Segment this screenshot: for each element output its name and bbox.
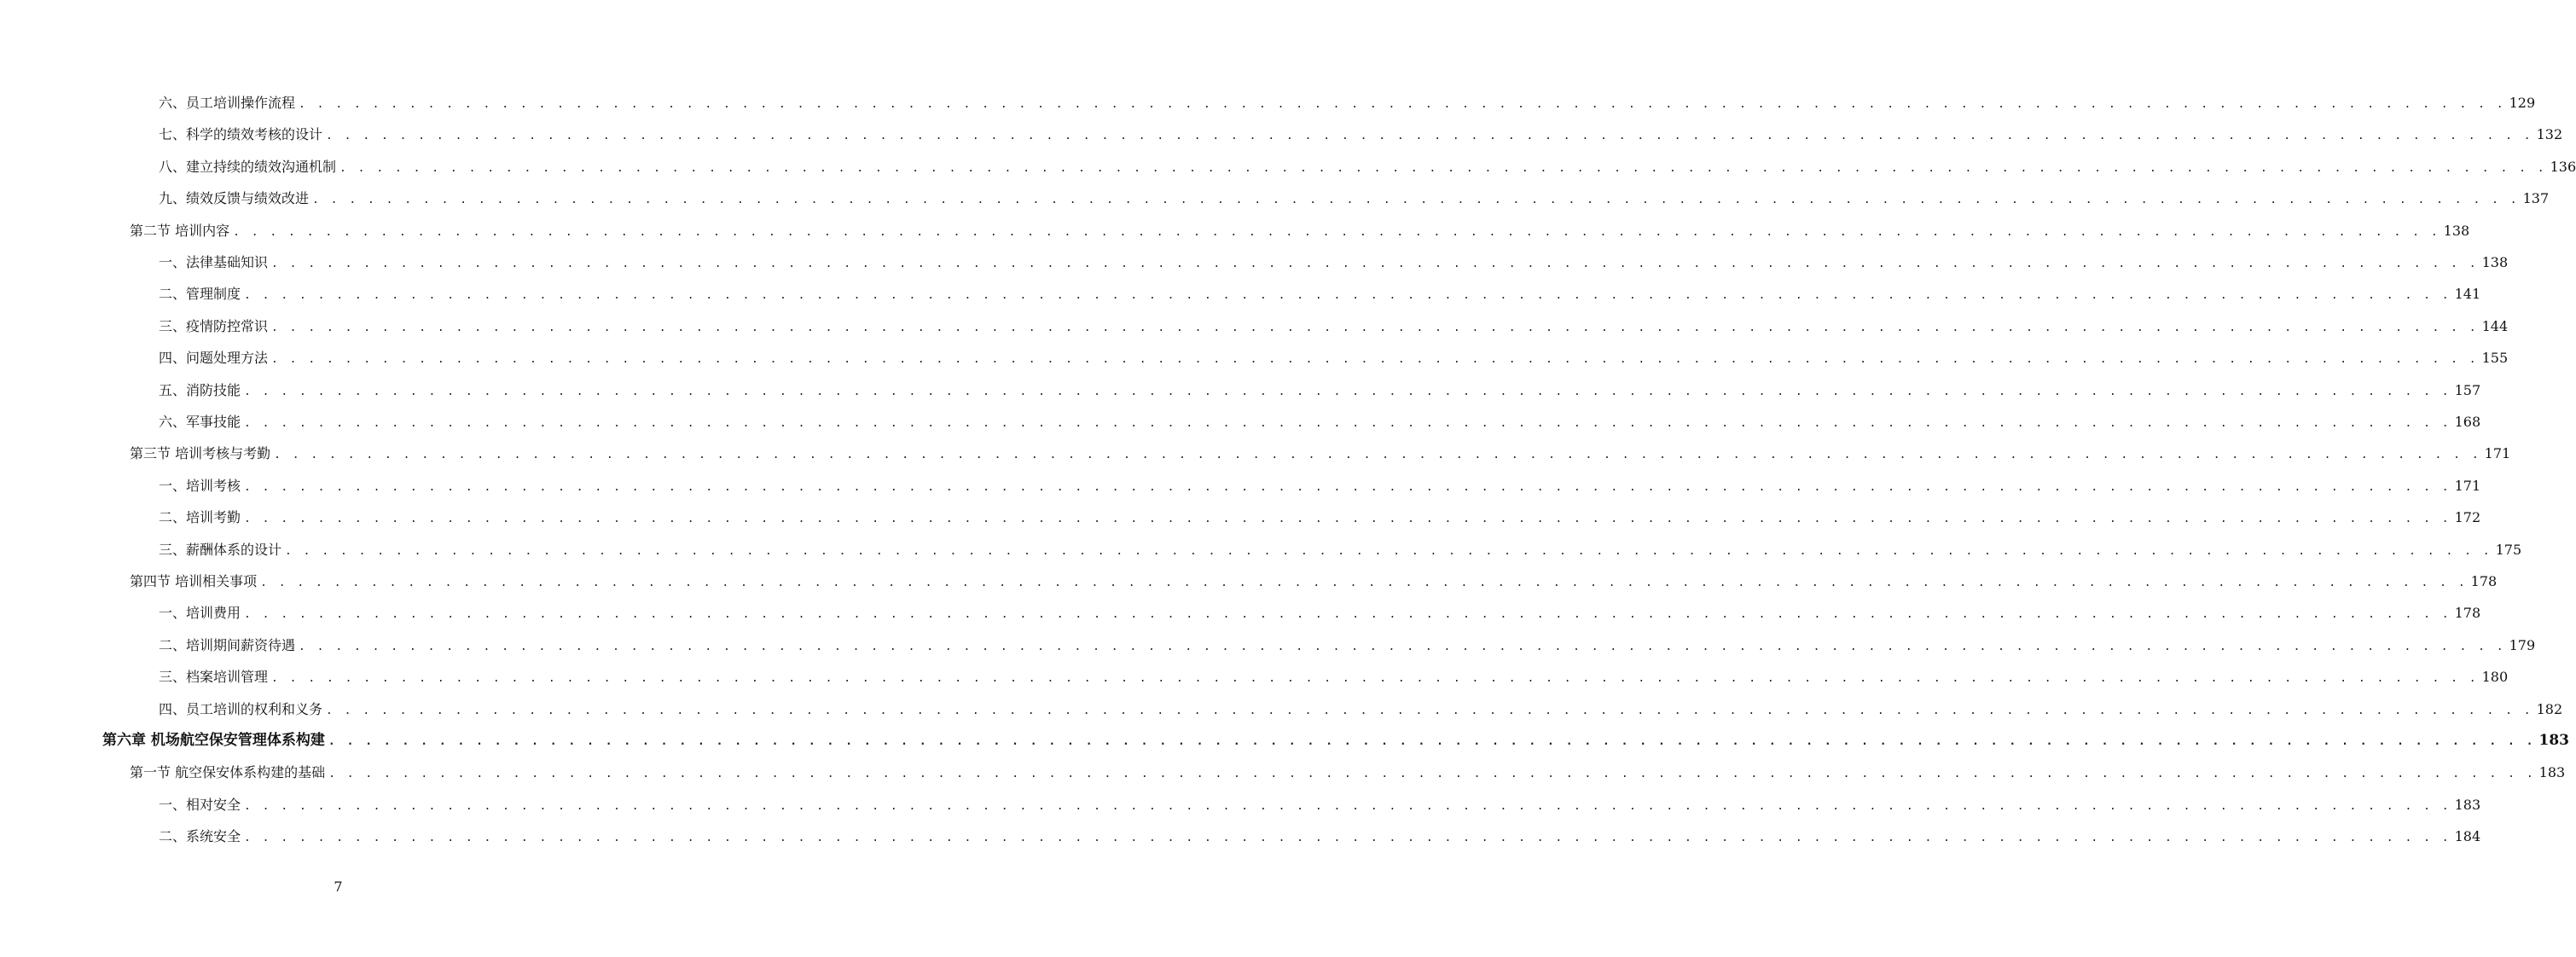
- toc-entry-title: 四、员工培训的权利和义务: [159, 700, 323, 717]
- toc-entry[interactable]: [159, 534, 2522, 566]
- dot-leader: . . . . . . . . . . . . . . . . . . . . . . . . . . . . . . . . . . . . . . . . . . . . . . . . . . . . . . . . . . . . . . . . . . . . . . . . . . . . . . . . . . . . . . . . . . . . . . . . . . . . . . . . . . . . . . . . . . . . . . . .: [271, 321, 2479, 334]
- toc-entry[interactable]: [159, 789, 2481, 821]
- toc-entry-page: 178: [2454, 605, 2481, 622]
- toc-entry-page: 137: [2522, 190, 2550, 207]
- toc-entry-page: 183: [2454, 796, 2481, 813]
- toc-entry-page: 183: [2538, 764, 2566, 781]
- dot-leader: . . . . . . . . . . . . . . . . . . . . . . . . . . . . . . . . . . . . . . . . . . . . . . . . . . . . . . . . . . . . . . . . . . . . . . . . . . . . . . . . . . . . . . . . . . . . . . . . . . . . . . . . . . . . . . . . . . . . . . . .: [260, 577, 2468, 589]
- toc-entry-title: 八、建立持续的绩效沟通机制: [159, 158, 337, 175]
- toc-entry-title: 一、培训考核: [159, 477, 241, 494]
- toc-entry[interactable]: [159, 470, 2481, 502]
- toc-entry-title: 第二节 培训内容: [130, 222, 230, 239]
- dot-leader: . . . . . . . . . . . . . . . . . . . . . . . . . . . . . . . . . . . . . . . . . . . . . . . . . . . . . . . . . . . . . . . . . . . . . . . . . . . . . . . . . . . . . . . . . . . . . . . . . . . . . . . . . . . . . . . . . . . . . . . .: [244, 480, 2451, 494]
- toc-entry-title: 三、疫情防控常识: [159, 317, 269, 334]
- toc-entry-page: 155: [2481, 350, 2509, 367]
- toc-entry-page: 178: [2470, 573, 2498, 589]
- toc-entry[interactable]: [130, 757, 2566, 788]
- toc-entry-title: 一、法律基础知识: [159, 254, 269, 270]
- toc-entry[interactable]: [159, 629, 2536, 661]
- toc-entry-page: 183: [2538, 732, 2569, 749]
- toc-entry-page: 157: [2454, 381, 2481, 398]
- toc-entry-title: 第三节 培训考核与考勤: [130, 445, 271, 462]
- dot-leader: . . . . . . . . . . . . . . . . . . . . . . . . . . . . . . . . . . . . . . . . . . . . . . . . . . . . . . . . . . . . . . . . . . . . . . . . . . . . . . . . . . . . . . . . . . . . . . . . . . . . . . . . . . . . . . . . . . . . . . . .: [274, 449, 2481, 462]
- dot-leader: . . . . . . . . . . . . . . . . . . . . . . . . . . . . . . . . . . . . . . . . . . . . . . . . . . . . . . . . . . . . . . . . . . . . . . . . . . . . . . . . . . . . . . . . . . . . . . . . . . . . . . . . . . . . . . . . . . . . . . . .: [328, 735, 2536, 748]
- dot-leader: . . . . . . . . . . . . . . . . . . . . . . . . . . . . . . . . . . . . . . . . . . . . . . . . . . . . . . . . . . . . . . . . . . . . . . . . . . . . . . . . . . . . . . . . . . . . . . . . . . . . . . . . . . . . . . . . . . . . . . . .: [244, 832, 2451, 845]
- toc-entry-title: 第四节 培训相关事项: [130, 573, 258, 589]
- dot-leader: . . . . . . . . . . . . . . . . . . . . . . . . . . . . . . . . . . . . . . . . . . . . . . . . . . . . . . . . . . . . . . . . . . . . . . . . . . . . . . . . . . . . . . . . . . . . . . . . . . . . . . . . . . . . . . . . . . . . . . . .: [326, 130, 2533, 143]
- toc-entry[interactable]: [159, 821, 2481, 852]
- dot-leader: . . . . . . . . . . . . . . . . . . . . . . . . . . . . . . . . . . . . . . . . . . . . . . . . . . . . . . . . . . . . . . . . . . . . . . . . . . . . . . . . . . . . . . . . . . . . . . . . . . . . . . . . . . . . . . . . . . . . . . . .: [299, 98, 2506, 111]
- page-number: 7: [334, 879, 343, 895]
- toc-entry-title: 一、培训费用: [159, 605, 241, 622]
- toc-entry[interactable]: [159, 246, 2509, 278]
- toc-entry-title: 三、薪酬体系的设计: [159, 541, 282, 558]
- toc-entry-page: 129: [2509, 95, 2536, 111]
- toc-entry-title: 六、军事技能: [159, 414, 241, 430]
- dot-leader: . . . . . . . . . . . . . . . . . . . . . . . . . . . . . . . . . . . . . . . . . . . . . . . . . . . . . . . . . . . . . . . . . . . . . . . . . . . . . . . . . . . . . . . . . . . . . . . . . . . . . . . . . . . . . . . . . . . . . . . .: [244, 608, 2451, 622]
- toc-entry-title: 二、培训期间薪资待遇: [159, 636, 296, 653]
- toc-entry-title: 五、消防技能: [159, 381, 241, 398]
- dot-leader: . . . . . . . . . . . . . . . . . . . . . . . . . . . . . . . . . . . . . . . . . . . . . . . . . . . . . . . . . . . . . . . . . . . . . . . . . . . . . . . . . . . . . . . . . . . . . . . . . . . . . . . . . . . . . . . . . . . . . . . .: [312, 194, 2520, 207]
- toc-entry-title: 九、绩效反馈与绩效改进: [159, 190, 310, 207]
- toc-entry-page: 132: [2536, 126, 2563, 143]
- toc-entry[interactable]: [102, 725, 2569, 757]
- toc-entry-page: 141: [2454, 286, 2481, 303]
- dot-leader: . . . . . . . . . . . . . . . . . . . . . . . . . . . . . . . . . . . . . . . . . . . . . . . . . . . . . . . . . . . . . . . . . . . . . . . . . . . . . . . . . . . . . . . . . . . . . . . . . . . . . . . . . . . . . . . . . . . . . . . .: [328, 768, 2536, 781]
- toc-entry-title: 二、系统安全: [159, 828, 241, 845]
- toc-entry-title: 二、管理制度: [159, 286, 241, 303]
- toc-entry-page: 182: [2536, 700, 2563, 717]
- toc-entry[interactable]: [159, 502, 2481, 533]
- dot-leader: . . . . . . . . . . . . . . . . . . . . . . . . . . . . . . . . . . . . . . . . . . . . . . . . . . . . . . . . . . . . . . . . . . . . . . . . . . . . . . . . . . . . . . . . . . . . . . . . . . . . . . . . . . . . . . . . . . . . . . . .: [244, 799, 2451, 813]
- toc-entry-title: 第一节 航空保安体系构建的基础: [130, 764, 326, 781]
- toc-entry[interactable]: [159, 406, 2481, 438]
- dot-leader: . . . . . . . . . . . . . . . . . . . . . . . . . . . . . . . . . . . . . . . . . . . . . . . . . . . . . . . . . . . . . . . . . . . . . . . . . . . . . . . . . . . . . . . . . . . . . . . . . . . . . . . . . . . . . . . . . . . . . . . .: [271, 353, 2479, 367]
- toc-entry[interactable]: [130, 438, 2511, 469]
- toc-entry-title: 六、员工培训操作流程: [159, 95, 296, 111]
- toc-entry[interactable]: [159, 310, 2509, 342]
- toc-entry-title: 三、档案培训管理: [159, 669, 269, 686]
- dot-leader: . . . . . . . . . . . . . . . . . . . . . . . . . . . . . . . . . . . . . . . . . . . . . . . . . . . . . . . . . . . . . . . . . . . . . . . . . . . . . . . . . . . . . . . . . . . . . . . . . . . . . . . . . . . . . . . . . . . . . . . .: [326, 704, 2533, 717]
- toc-entry-page: 171: [2484, 445, 2511, 462]
- toc-entry-page: 136: [2550, 158, 2576, 175]
- toc-entry-page: 180: [2481, 669, 2509, 686]
- toc-entry-page: 171: [2454, 477, 2481, 494]
- toc-entry[interactable]: [159, 342, 2509, 374]
- dot-leader: . . . . . . . . . . . . . . . . . . . . . . . . . . . . . . . . . . . . . . . . . . . . . . . . . . . . . . . . . . . . . . . . . . . . . . . . . . . . . . . . . . . . . . . . . . . . . . . . . . . . . . . . . . . . . . . . . . . . . . . .: [244, 417, 2451, 430]
- toc-entry-title: 第六章 机场航空保安管理体系构建: [102, 732, 325, 749]
- toc-entry[interactable]: [159, 661, 2509, 693]
- dot-leader: . . . . . . . . . . . . . . . . . . . . . . . . . . . . . . . . . . . . . . . . . . . . . . . . . . . . . . . . . . . . . . . . . . . . . . . . . . . . . . . . . . . . . . . . . . . . . . . . . . . . . . . . . . . . . . . . . . . . . . . .: [285, 544, 2492, 558]
- toc-entry-title: 一、相对安全: [159, 796, 241, 813]
- toc-entry[interactable]: [159, 183, 2550, 214]
- dot-leader: . . . . . . . . . . . . . . . . . . . . . . . . . . . . . . . . . . . . . . . . . . . . . . . . . . . . . . . . . . . . . . . . . . . . . . . . . . . . . . . . . . . . . . . . . . . . . . . . . . . . . . . . . . . . . . . . . . . . . . . .: [233, 225, 2440, 239]
- dot-leader: . . . . . . . . . . . . . . . . . . . . . . . . . . . . . . . . . . . . . . . . . . . . . . . . . . . . . . . . . . . . . . . . . . . . . . . . . . . . . . . . . . . . . . . . . . . . . . . . . . . . . . . . . . . . . . . . . . . . . . . .: [339, 161, 2547, 175]
- dot-leader: . . . . . . . . . . . . . . . . . . . . . . . . . . . . . . . . . . . . . . . . . . . . . . . . . . . . . . . . . . . . . . . . . . . . . . . . . . . . . . . . . . . . . . . . . . . . . . . . . . . . . . . . . . . . . . . . . . . . . . . .: [299, 640, 2506, 653]
- dot-leader: . . . . . . . . . . . . . . . . . . . . . . . . . . . . . . . . . . . . . . . . . . . . . . . . . . . . . . . . . . . . . . . . . . . . . . . . . . . . . . . . . . . . . . . . . . . . . . . . . . . . . . . . . . . . . . . . . . . . . . . .: [271, 258, 2479, 270]
- toc-entry-title: 四、问题处理方法: [159, 350, 269, 367]
- toc-entry[interactable]: [159, 278, 2481, 310]
- toc-entry-title: 二、培训考勤: [159, 509, 241, 526]
- toc-entry-page: 184: [2454, 828, 2481, 845]
- dot-leader: . . . . . . . . . . . . . . . . . . . . . . . . . . . . . . . . . . . . . . . . . . . . . . . . . . . . . . . . . . . . . . . . . . . . . . . . . . . . . . . . . . . . . . . . . . . . . . . . . . . . . . . . . . . . . . . . . . . . . . . .: [244, 513, 2451, 526]
- toc-entry[interactable]: [130, 566, 2498, 597]
- toc-entry-page: 168: [2454, 414, 2481, 430]
- toc-entry[interactable]: [159, 151, 2576, 183]
- dot-leader: . . . . . . . . . . . . . . . . . . . . . . . . . . . . . . . . . . . . . . . . . . . . . . . . . . . . . . . . . . . . . . . . . . . . . . . . . . . . . . . . . . . . . . . . . . . . . . . . . . . . . . . . . . . . . . . . . . . . . . . .: [271, 672, 2479, 686]
- toc-entry[interactable]: [130, 215, 2470, 246]
- toc-entry-title: 七、科学的绩效考核的设计: [159, 126, 323, 143]
- dot-leader: . . . . . . . . . . . . . . . . . . . . . . . . . . . . . . . . . . . . . . . . . . . . . . . . . . . . . . . . . . . . . . . . . . . . . . . . . . . . . . . . . . . . . . . . . . . . . . . . . . . . . . . . . . . . . . . . . . . . . . . .: [244, 385, 2451, 398]
- toc-entry-page: 138: [2481, 254, 2509, 270]
- toc-entry-page: 144: [2481, 317, 2509, 334]
- toc-entry[interactable]: [159, 374, 2481, 406]
- toc-entry[interactable]: [159, 119, 2563, 150]
- toc-entry-page: 172: [2454, 509, 2481, 526]
- toc-entry[interactable]: [159, 597, 2481, 629]
- toc-entry-page: 175: [2495, 541, 2522, 558]
- toc-entry[interactable]: [159, 87, 2536, 119]
- toc-entry-page: 138: [2443, 222, 2470, 239]
- toc-entry-page: 179: [2509, 636, 2536, 653]
- toc-entry[interactable]: [159, 693, 2563, 725]
- dot-leader: . . . . . . . . . . . . . . . . . . . . . . . . . . . . . . . . . . . . . . . . . . . . . . . . . . . . . . . . . . . . . . . . . . . . . . . . . . . . . . . . . . . . . . . . . . . . . . . . . . . . . . . . . . . . . . . . . . . . . . . .: [244, 289, 2451, 303]
